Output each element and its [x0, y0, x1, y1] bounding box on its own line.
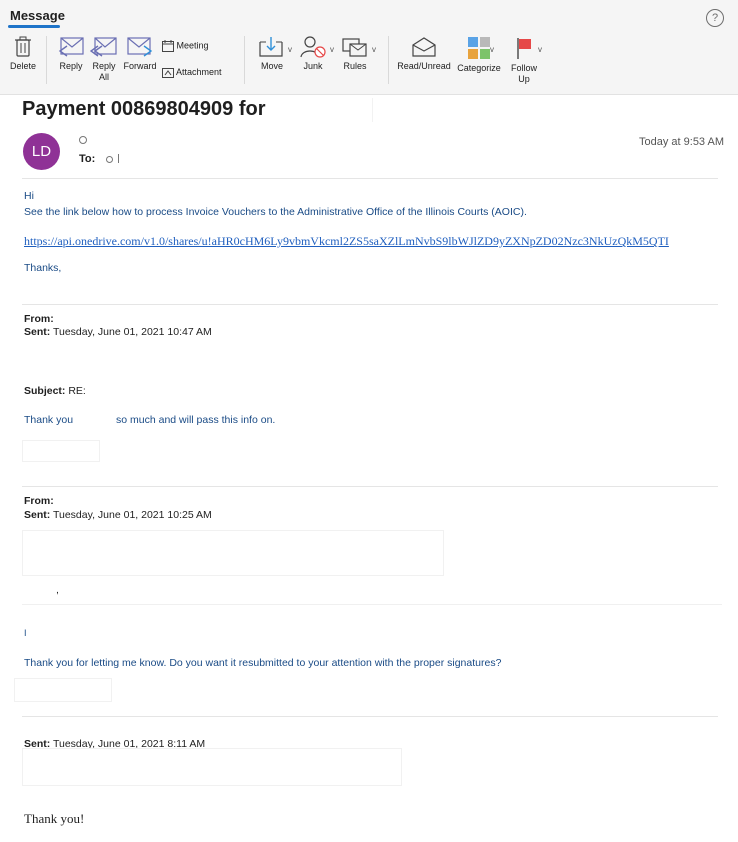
follow-up-label: Follow Up — [510, 63, 537, 84]
sent-value: Tuesday, June 01, 2021 10:25 AM — [50, 509, 212, 521]
sign-off-text: Thanks, — [24, 262, 62, 274]
chevron-down-icon[interactable]: v — [330, 45, 334, 54]
reply-all-icon — [90, 36, 118, 58]
redaction-mark: , — [56, 584, 59, 596]
intro-text: See the link below how to process Invoice Vouchers to the Administrative Office of the Illinois Courts (AOIC). — [24, 206, 527, 218]
chevron-down-icon[interactable]: v — [490, 45, 494, 54]
from-label: From: — [24, 495, 54, 507]
reply-text-b: so much and will pass this info on. — [116, 414, 276, 426]
chevron-down-icon[interactable]: v — [538, 45, 542, 54]
redacted-block — [22, 440, 100, 462]
thread-divider — [22, 486, 718, 487]
onedrive-link[interactable]: https://api.onedrive.com/v1.0/shares/u!aHR0cHM6Ly9vbmVkcml2ZS5saXZlLmNvbS9lbWJlZD9yZXNpZD02Nzc3NkUzQkM5QTI — [24, 234, 669, 248]
attachment-button[interactable] — [162, 67, 222, 78]
read-unread-button[interactable] — [396, 36, 452, 72]
move-icon — [258, 36, 286, 58]
redacted-block — [22, 530, 444, 576]
recipient-cursor — [118, 154, 119, 163]
divider — [46, 36, 47, 84]
reply-text: Thank you for letting me know. Do you want it resubmitted to your attention with the proper signatures? — [24, 657, 502, 669]
calendar-icon — [162, 40, 174, 52]
divider — [388, 36, 389, 84]
sent-line — [24, 326, 212, 338]
sent-value: Tuesday, June 01, 2021 10:47 AM — [50, 326, 212, 338]
envelope-open-icon — [410, 36, 438, 58]
chevron-down-icon[interactable]: v — [372, 45, 376, 54]
redaction-mark — [22, 604, 722, 605]
meeting-button[interactable] — [162, 40, 209, 52]
reply-label: Reply — [59, 61, 83, 71]
thread-divider — [22, 304, 718, 305]
message-subject: Payment 00869804909 for — [22, 98, 266, 120]
attachment-label: Attachment — [176, 67, 222, 77]
categorize-icon — [466, 36, 492, 60]
rules-button[interactable] — [338, 36, 372, 72]
meeting-label: Meeting — [176, 40, 209, 51]
sender-status-icon — [79, 136, 87, 144]
reply-all-label: Reply All — [92, 61, 116, 82]
redaction-mark: I — [24, 628, 27, 638]
recipient-status-icon — [106, 156, 113, 163]
sent-label: Sent: — [24, 738, 51, 750]
chevron-down-icon[interactable]: v — [288, 45, 292, 54]
reply-icon — [57, 36, 85, 58]
move-button[interactable] — [254, 36, 290, 72]
sent-label: Sent: — [24, 326, 51, 338]
rules-label: Rules — [343, 61, 367, 71]
categorize-button[interactable] — [454, 36, 504, 74]
sent-line — [24, 509, 212, 521]
header-divider — [22, 178, 718, 179]
tab-message[interactable]: Message — [10, 8, 65, 23]
redacted-block — [14, 678, 112, 702]
delete-button[interactable] — [8, 36, 38, 72]
forward-label: Forward — [123, 61, 157, 71]
tab-underline — [8, 25, 60, 28]
read-unread-label: Read/Unread — [397, 61, 451, 71]
ribbon-toolbar — [0, 0, 738, 95]
reply-text: Thank you! — [24, 811, 85, 826]
subject-label: Subject: — [24, 385, 66, 397]
delete-label: Delete — [9, 61, 36, 71]
reply-text-a: Thank you — [24, 414, 74, 426]
to-label: To: — [79, 153, 96, 165]
sent-value: Tuesday, June 01, 2021 8:11 AM — [50, 738, 206, 750]
received-time: Today at 9:53 AM — [639, 136, 724, 148]
paperclip-icon — [162, 68, 174, 78]
subject-line — [24, 385, 86, 397]
forward-icon — [126, 36, 154, 58]
help-icon[interactable]: ? — [706, 9, 724, 27]
from-label: From: — [24, 313, 54, 325]
avatar[interactable]: LD — [23, 133, 60, 170]
redaction-mark — [372, 98, 373, 122]
reply-button[interactable] — [56, 36, 86, 72]
categorize-label: Categorize — [457, 63, 501, 73]
rules-icon — [341, 36, 369, 58]
move-label: Move — [260, 61, 283, 71]
trash-icon — [15, 36, 31, 58]
divider — [244, 36, 245, 84]
follow-up-button[interactable] — [506, 36, 542, 85]
junk-icon — [299, 36, 327, 58]
forward-button[interactable] — [122, 36, 158, 72]
reply-all-button[interactable] — [88, 36, 120, 83]
greeting-text: Hi — [24, 190, 34, 202]
redacted-block — [22, 748, 402, 786]
flag-icon — [514, 36, 534, 60]
sent-label: Sent: — [24, 509, 51, 521]
subject-value: RE: — [65, 385, 86, 397]
junk-button[interactable] — [296, 36, 330, 72]
junk-label: Junk — [303, 61, 323, 71]
thread-divider — [22, 716, 718, 717]
